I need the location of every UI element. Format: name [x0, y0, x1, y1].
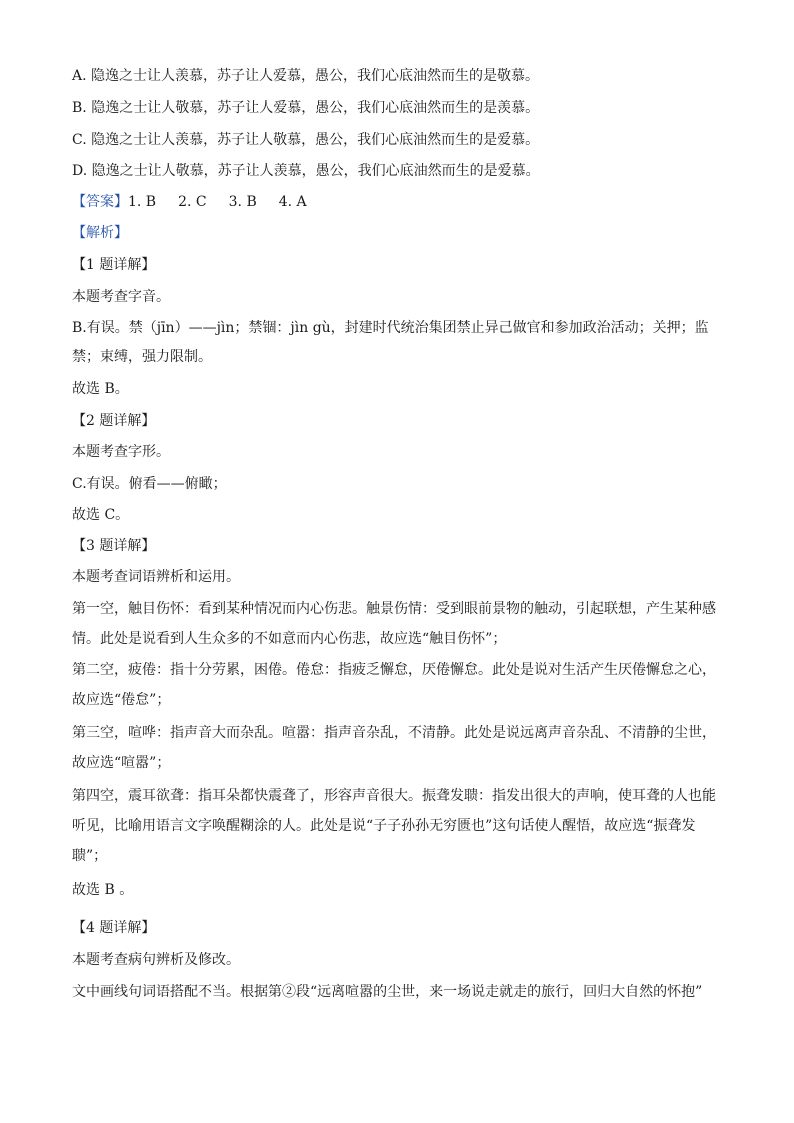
q3-text: 情。此处是说看到人生众多的不如意而内心伤悲，故应选“触目伤怀”； — [72, 631, 507, 647]
q4-text: 本题考查病句辨析及修改。 — [72, 952, 240, 968]
q3-text: 第三空，喧哗：指声音大而杂乱。喧嚣：指声音杂乱，不清静。此处是说远离声音杂乱、不清静的尘世， — [72, 725, 716, 741]
option-b: B. 隐逸之士让人敬慕，苏子让人爱慕，愚公，我们心底油然而生的是羡慕。 — [72, 100, 540, 116]
q2-text: 本题考查字形。 — [72, 444, 170, 460]
q1-text: B.有误。禁（jīn）——jìn；禁锢：jìn gù，封建时代统治集团禁止异己做官和参加政治活动；关押；监 — [72, 320, 709, 336]
q2-text: 故选 C。 — [72, 507, 130, 523]
q2-text: C.有误。俯看——俯瞰； — [72, 476, 227, 492]
q3-text: 故选 B 。 — [72, 882, 134, 898]
q2-header: 【2 题详解】 — [72, 413, 156, 429]
q3-header: 【3 题详解】 — [72, 538, 156, 554]
option-d: D. 隐逸之士让人敬慕，苏子让人羡慕，愚公，我们心底油然而生的是爱慕。 — [72, 163, 540, 179]
analysis-label: 【解析】 — [72, 225, 128, 241]
q4-header: 【4 题详解】 — [72, 920, 156, 936]
answer-item: 1. B — [128, 194, 157, 210]
q3-text: 故应选“喧嚣”； — [72, 755, 171, 771]
option-c: C. 隐逸之士让人羡慕，苏子让人敬慕，愚公，我们心底油然而生的是爱慕。 — [72, 132, 540, 148]
q3-text: 第一空，触目伤怀：看到某种情况而内心伤悲。触景伤情：受到眼前景物的触动，引起联想，产生某种感 — [72, 601, 716, 617]
q1-text: 禁；束缚，强力限制。 — [72, 349, 212, 365]
q3-text: 听见，比喻用语言文字唤醒糊涂的人。此处是说“子子孙孙无穷匮也”这句话使人醒悟，故应选“振聋发 — [72, 818, 696, 834]
answer-item: 4. A — [278, 194, 307, 210]
q3-text: 故应选“倦怠”； — [72, 692, 171, 708]
answer-item: 2. C — [178, 194, 207, 210]
q1-text: 故选 B。 — [72, 381, 129, 397]
answer-label: 【答案】 — [72, 194, 128, 210]
q3-text: 聩”； — [72, 848, 108, 864]
q4-text: 文中画线句词语搭配不当。根据第②段“远离喧嚣的尘世，来一场说走就走的旅行，回归大自然的怀抱” — [72, 984, 703, 1000]
q3-text: 第二空，疲倦：指十分劳累，困倦。倦怠：指疲乏懈怠，厌倦懈怠。此处是说对生活产生厌倦懈怠之心， — [72, 662, 716, 678]
q1-text: 本题考查字音。 — [72, 289, 170, 305]
q3-text: 第四空，震耳欲聋：指耳朵都快震聋了，形容声音很大。振聋发聩：指发出很大的声响，使耳聋的人也能 — [72, 788, 716, 804]
q3-text: 本题考查词语辨析和运用。 — [72, 569, 240, 585]
option-a: A. 隐逸之士让人羡慕，苏子让人爱慕，愚公，我们心底油然而生的是敬慕。 — [72, 68, 540, 84]
answer-item: 3. B — [228, 194, 257, 210]
answer-line — [72, 192, 722, 212]
q1-header: 【1 题详解】 — [72, 257, 156, 273]
